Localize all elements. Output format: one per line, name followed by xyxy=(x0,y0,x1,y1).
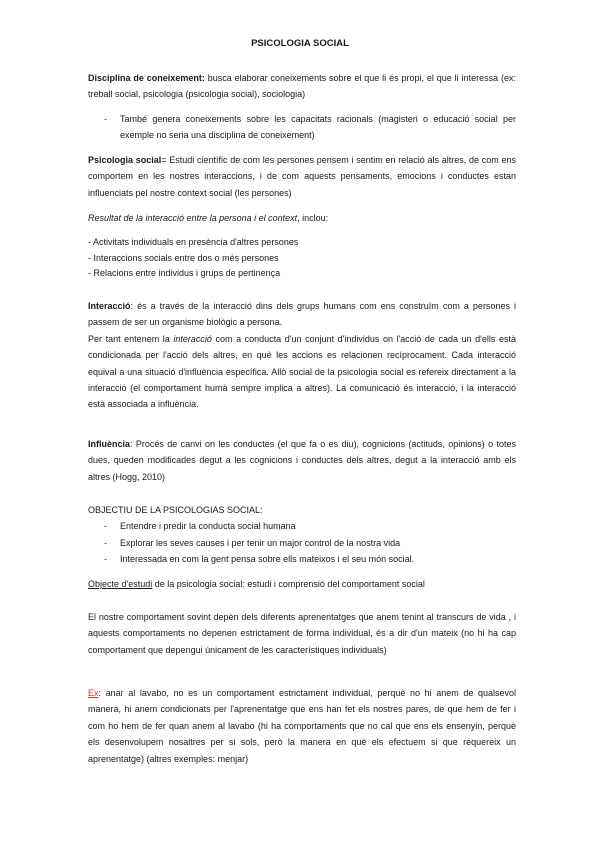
resultat-item: - Interaccions socials entre dos o més persones xyxy=(88,252,279,263)
interaccio-term: Interacció xyxy=(88,301,131,311)
interaccio-p2-b: com a conducta d'un conjunt d'individus on l'acció de cada un d'ells està condicionada per l'acció dels altres, en què les accions es relacionen recíprocament. Cada interacció equival a una situació d'influència específica. Allò social de la psicologia social es refereix directament a la interacció (el comportament humà sempre implica a altres). La comunicació és interacció, i la interacció està associada a influència. xyxy=(88,333,516,410)
objectiu-item: - Interessada en com la gent pensa sobre ells mateixos i el seu món social. xyxy=(88,551,516,567)
exemple-label: Ex xyxy=(88,688,99,698)
resultat-italic: Resultat de la interacció entre la persona i el context xyxy=(88,213,298,223)
psicologia-term: Psicologia social xyxy=(88,155,162,165)
disciplina-bullet: - També genera coneixements sobre les capacitats racionals (magisteri o educació social per exemple no seria una disciplina de coneixement) xyxy=(88,111,516,144)
interaccio-p2-a: Per tant entenem la xyxy=(88,333,174,344)
resultat-item: - Relacions entre individus i grups de pertinença xyxy=(88,268,281,279)
interaccio-text: : és a través de la interacció dins dels grups humans com ens construïm com a persones i passem de ser un organisme biològic a persona. xyxy=(88,301,516,328)
resultat-text: , inclou: xyxy=(297,213,329,223)
psicologia-paragraph xyxy=(88,152,516,201)
interaccio-paragraph xyxy=(88,298,516,413)
objectiu-item: - Explorar les seves causes i per tenir un major control de la nostra vida xyxy=(88,535,516,551)
objecte-paragraph xyxy=(88,576,516,592)
objecte-text: de la psicologia social: estudi i comprensió del comportament social xyxy=(152,579,425,589)
resultat-list xyxy=(88,235,516,282)
disciplina-term: Disciplina de coneixement: xyxy=(88,73,205,83)
disciplina-bullet-list xyxy=(88,111,516,144)
influencia-text: : Procés de canvi on les conductes (el que fa o es diu), cognicions (actituds, opinions) o totes dues, queden modificades degut a les cognicions i conductes dels altres, degut a la interacció amb els altres (Hogg, 2010) xyxy=(88,439,516,482)
influencia-paragraph xyxy=(88,436,516,485)
objectiu-item: - Entendre i predir la conducta social humana xyxy=(88,518,516,534)
exemple-paragraph xyxy=(88,685,516,767)
influencia-term: Influència xyxy=(88,439,131,449)
comportament-paragraph xyxy=(88,609,516,658)
objectiu-heading: OBJECTIU DE LA PSICOLOGIAS SOCIAL: xyxy=(88,505,263,515)
psicologia-text: = Estudi científic de com les persones pensem i sentim en relació als altres, de com ens comportem en les nostres interaccions, i de com aquests pensaments, emocions i conductes estan influenciats pel nostre context social (les persones) xyxy=(88,155,517,198)
disciplina-text: busca elaborar coneixements sobre el que li és propi, el que li interessa (ex: treball social, psicologia (psicologia social), sociologia) xyxy=(88,73,516,100)
comportament-text: El nostre comportament sovint depèn dels diferents aprenentatges que anem tenint al transcurs de vida , i aquests comportaments no depenen estrictament de forma individual, és a dir d'un mateix (no hi ha cap comportament que depengui únicament de les característiques individuals) xyxy=(88,612,516,655)
interaccio-p2-italic: interacció xyxy=(173,333,212,344)
page-title: PSICOLOGIA SOCIAL xyxy=(251,38,349,49)
objectiu-section xyxy=(88,502,516,568)
resultat-item: - Activitats individuals en presència d'altres persones xyxy=(88,237,299,247)
disciplina-paragraph xyxy=(88,70,516,103)
exemple-text: : anar al lavabo, no es un comportament estrictament individual, perquè no hi anem de qualsevol manera, hi anem condicionats per l'aprenentatge que ens han fet els nostres pares, de que hem de fer i com ho hem de fer quan anem al lavabo (hi ha comportaments que no cal que ens els ensenyin, perquè els desenvolupem nosaltres per si sols, però la manera en què els efectuem si que requereix un aprenentatge) (altres exemples: menjar) xyxy=(88,688,516,764)
resultat-paragraph xyxy=(88,210,516,226)
objecte-underlined: Objecte d'estudi xyxy=(88,579,153,589)
